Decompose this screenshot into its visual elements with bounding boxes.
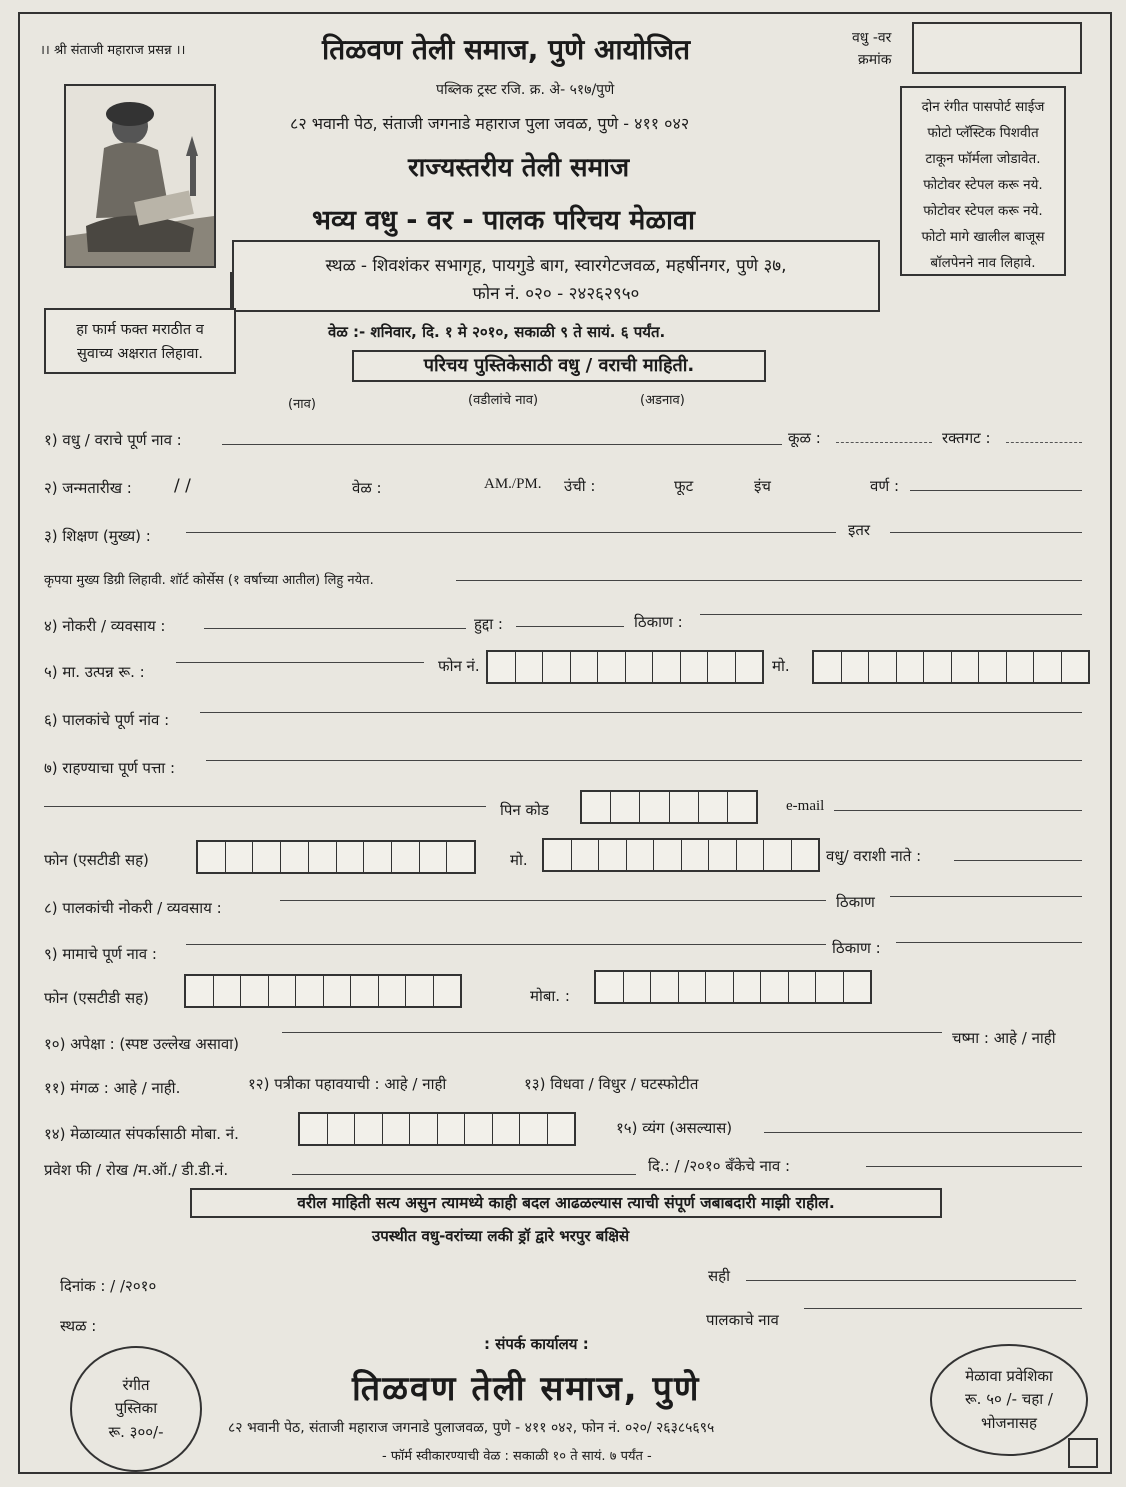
phone-std-2-label: फोन (एसटीडी सह) <box>44 989 149 1007</box>
corner-checkbox[interactable] <box>1068 1438 1098 1468</box>
address-label: ७) राहण्याचा पूर्ण पत्ता : <box>44 759 176 777</box>
hint-father: (वडीलांचे नाव) <box>468 393 539 408</box>
signature-label: सही <box>708 1267 730 1285</box>
work-place-label: ठिकाण : <box>634 613 683 631</box>
venue-box <box>232 240 880 312</box>
occupation-label: ४) नोकरी / व्यवसाय : <box>44 617 166 635</box>
blessing-text: ।। श्री संताजी महाराज प्रसन्न ।। <box>40 43 186 58</box>
education-other-input[interactable] <box>890 532 1082 533</box>
education-other-label: इतर <box>848 521 871 539</box>
uncle-mobile-boxes[interactable] <box>594 970 872 1004</box>
fee-label: प्रवेश फी / रोख /म.ऑ./ डी.डी.नं. <box>44 1161 229 1179</box>
contact-mobile-boxes[interactable] <box>298 1112 576 1146</box>
mobile-2-label: मो. <box>510 851 528 869</box>
complexion-input[interactable] <box>910 490 1082 491</box>
blood-group-input[interactable] <box>1006 442 1082 443</box>
declaration: वरील माहिती सत्य असुन त्यामध्ये काही बदल आढळल्यास त्याची संपूर्ण जबाबदारी माझी राहील. <box>190 1188 942 1218</box>
hint-surname: (अडनाव) <box>640 393 685 408</box>
inch-label: इंच <box>754 477 771 495</box>
disability-input[interactable] <box>764 1132 1082 1133</box>
trust-registration: पब्लिक ट्रस्ट रजि. क्र. अे- ५१७/पुणे <box>436 82 615 98</box>
uncle-place-input[interactable] <box>896 942 1082 943</box>
parent-occupation-label: ८) पालकांची नोकरी / व्यवसाय : <box>44 899 222 917</box>
bank-input[interactable] <box>866 1166 1082 1167</box>
kul-label: कूळ : <box>788 429 821 447</box>
header-address: ८२ भवानी पेठ, संताजी जगनाडे महाराज पुला जवळ, पुणे - ४११ ०४२ <box>290 114 690 133</box>
disability-label: १५) व्यंग (असल्यास) <box>616 1119 733 1137</box>
lucky-draw-text: उपस्थीत वधु-वरांच्या लकी ड्रॉ द्वारे भरपुर बक्षिसे <box>372 1227 630 1245</box>
entry-stamp-line: रू. ५० /- चहा / <box>965 1390 1053 1409</box>
booklet-stamp-line: पुस्तिका <box>114 1399 158 1418</box>
parent-name-sign-label: पालकाचे नाव <box>706 1311 779 1329</box>
mangal-field[interactable]: ११) मंगळ : आहे / नाही. <box>44 1079 181 1097</box>
work-place-input[interactable] <box>700 614 1082 615</box>
degree-note: कृपया मुख्य डिग्री लिहावी. शॉर्ट कोर्सेस (१ वर्षाच्या आतील) लिहु नयेत. <box>44 573 374 588</box>
income-label: ५) मा. उत्पन्न रू. : <box>44 663 145 681</box>
form-timing: - फॉर्म स्वीकारण्याची वेळ : सकाळी १० ते सायं. ७ पर्यंत - <box>382 1449 652 1464</box>
language-note-line: हा फार्म फक्त मराठीत व <box>76 322 204 338</box>
kul-input[interactable] <box>836 442 932 443</box>
office-address: ८२ भवानी पेठ, संताजी महाराज जगनाडे पुलाजवळ, पुणे - ४११ ०४२, फोन नं. ०२०/ २६३८५६९५ <box>228 1420 715 1436</box>
info-heading: परिचय पुस्तिकेसाठी वधु / वराची माहिती. <box>352 350 766 382</box>
parent-name-input[interactable] <box>200 712 1082 713</box>
dob-date-input[interactable]: / / <box>174 476 191 496</box>
language-note <box>44 308 236 374</box>
dob-label: २) जन्मतारीख : <box>44 479 132 497</box>
event-title: राज्यस्तरीय तेली समाज <box>408 153 630 183</box>
connector-line <box>230 272 232 312</box>
degree-input[interactable] <box>456 580 1082 581</box>
language-note-line: सुवाच्य अक्षरात लिहावा. <box>77 346 203 362</box>
complexion-label: वर्ण : <box>870 477 900 495</box>
entry-stamp-line: भोजनासह <box>981 1413 1037 1432</box>
foot-label: फूट <box>674 477 694 495</box>
ampm-label: AM./PM. <box>484 476 542 492</box>
fee-input[interactable] <box>292 1174 636 1175</box>
birth-time-label: वेळ : <box>352 479 382 497</box>
mobile-2-boxes[interactable] <box>542 838 820 872</box>
event-time: वेळ :- शनिवार, दि. १ मे २०१०, सकाळी ९ ते सायं. ६ पर्यंत. <box>328 323 666 341</box>
phone-label: फोन नं. <box>438 657 480 675</box>
entry-stamp-line: मेळावा प्रवेशिका <box>965 1367 1053 1386</box>
uncle-mobile-label: मोबा. : <box>530 987 570 1005</box>
photo-note-line: दोन रंगीत पासपोर्ट साईज <box>921 99 1045 115</box>
phone-std-boxes[interactable] <box>196 840 476 874</box>
expectation-label: १०) अपेक्षा : (स्पष्ट उल्लेख असावा) <box>44 1035 239 1053</box>
event-subtitle: भव्य वधु - वर - पालक परिचय मेळावा <box>312 205 695 236</box>
occupation-input[interactable] <box>204 628 466 629</box>
education-label: ३) शिक्षण (मुख्य) : <box>44 527 151 545</box>
blood-group-label: रक्तगट : <box>942 429 991 447</box>
income-input[interactable] <box>176 662 424 663</box>
uncle-name-input[interactable] <box>186 944 826 945</box>
expectation-input[interactable] <box>282 1032 942 1033</box>
full-name-input[interactable] <box>222 444 782 445</box>
photo-note-line: फोटो मागे खालील बाजूस <box>921 229 1045 245</box>
phone-boxes[interactable] <box>486 650 764 684</box>
phone-std-label: फोन (एसटीडी सह) <box>44 851 149 869</box>
post-input[interactable] <box>516 626 624 627</box>
address-input-2[interactable] <box>44 806 486 807</box>
venue-text: स्थळ - शिवशंकर सभागृह, पायगुडे बाग, स्वारगेटजवळ, महर्षीनगर, पुणे ३७, <box>325 256 787 276</box>
booklet-price-stamp <box>70 1346 202 1472</box>
bank-label: दि.: / /२०१० बँकेचे नाव : <box>648 1157 791 1175</box>
relation-input[interactable] <box>954 860 1082 861</box>
org-title: तिळवण तेली समाज, पुणे आयोजित <box>322 33 691 66</box>
marital-status-field[interactable]: १३) विधवा / विधुर / घटस्फोटीत <box>524 1075 699 1093</box>
serial-label-2: क्रमांक <box>858 52 892 68</box>
relation-label: वधु/ वराशी नाते : <box>826 847 922 865</box>
parent-occupation-input[interactable] <box>280 900 826 901</box>
entry-fee-stamp <box>930 1344 1088 1456</box>
address-input-1[interactable] <box>206 760 1082 761</box>
phone-std-2-boxes[interactable] <box>184 974 462 1008</box>
education-input[interactable] <box>186 532 836 533</box>
saint-portrait <box>64 84 216 268</box>
photo-note-line: फोटोवर स्टेपल करू नये. <box>923 177 1043 193</box>
photo-note-line: टाकून फॉर्मला जोडावेत. <box>925 151 1041 167</box>
mobile-boxes[interactable] <box>812 650 1090 684</box>
full-name-label: १) वधु / वराचे पूर्ण नाव : <box>44 431 182 449</box>
uncle-place-label: ठिकाण : <box>832 939 881 957</box>
signature-input[interactable] <box>746 1280 1076 1281</box>
photo-note-line: फोटो प्लॅस्टिक पिशवीत <box>927 125 1039 141</box>
booklet-stamp-line: रू. ३००/- <box>108 1422 164 1441</box>
serial-number-box[interactable] <box>912 22 1082 74</box>
pincode-label: पिन कोड <box>500 801 549 819</box>
height-label: उंची : <box>564 477 596 495</box>
place-label: स्थळ : <box>60 1317 97 1335</box>
email-label: e-mail <box>786 798 825 814</box>
photo-note-line: बॉलपेनने नाव लिहावे. <box>930 255 1036 271</box>
saint-portrait-icon <box>66 86 214 266</box>
parent-place-input[interactable] <box>890 896 1082 897</box>
post-label: हुद्दा : <box>474 615 503 633</box>
email-input[interactable] <box>834 810 1082 811</box>
footer-org-name: तिळवण तेली समाज, पुणे <box>352 1369 701 1409</box>
pincode-boxes[interactable] <box>580 790 758 824</box>
glasses-field[interactable]: चष्मा : आहे / नाही <box>952 1029 1056 1047</box>
contact-mobile-label: १४) मेळाव्यात संपर्कासाठी मोबा. नं. <box>44 1125 239 1143</box>
horoscope-field[interactable]: १२) पत्रीका पहावयाची : आहे / नाही <box>248 1075 447 1093</box>
date-field[interactable]: दिनांक : / /२०१० <box>60 1277 157 1295</box>
photo-instructions <box>900 86 1066 276</box>
serial-label-1: वधु -वर <box>852 30 892 46</box>
parent-name-sign-input[interactable] <box>804 1308 1082 1309</box>
parent-place-label: ठिकाण <box>836 893 875 911</box>
contact-office-label: : संपर्क कार्यालय : <box>484 1335 589 1353</box>
photo-note-line: फोटोवर स्टेपल करू नये. <box>923 203 1043 219</box>
parent-name-label: ६) पालकांचे पूर्ण नांव : <box>44 711 170 729</box>
booklet-stamp-line: रंगीत <box>122 1376 150 1395</box>
uncle-name-label: ९) मामाचे पूर्ण नाव : <box>44 945 157 963</box>
venue-phone: फोन नं. ०२० - २४२६२९५० <box>472 284 640 304</box>
mobile-label: मो. <box>772 657 790 675</box>
hint-name: (नाव) <box>288 397 316 412</box>
